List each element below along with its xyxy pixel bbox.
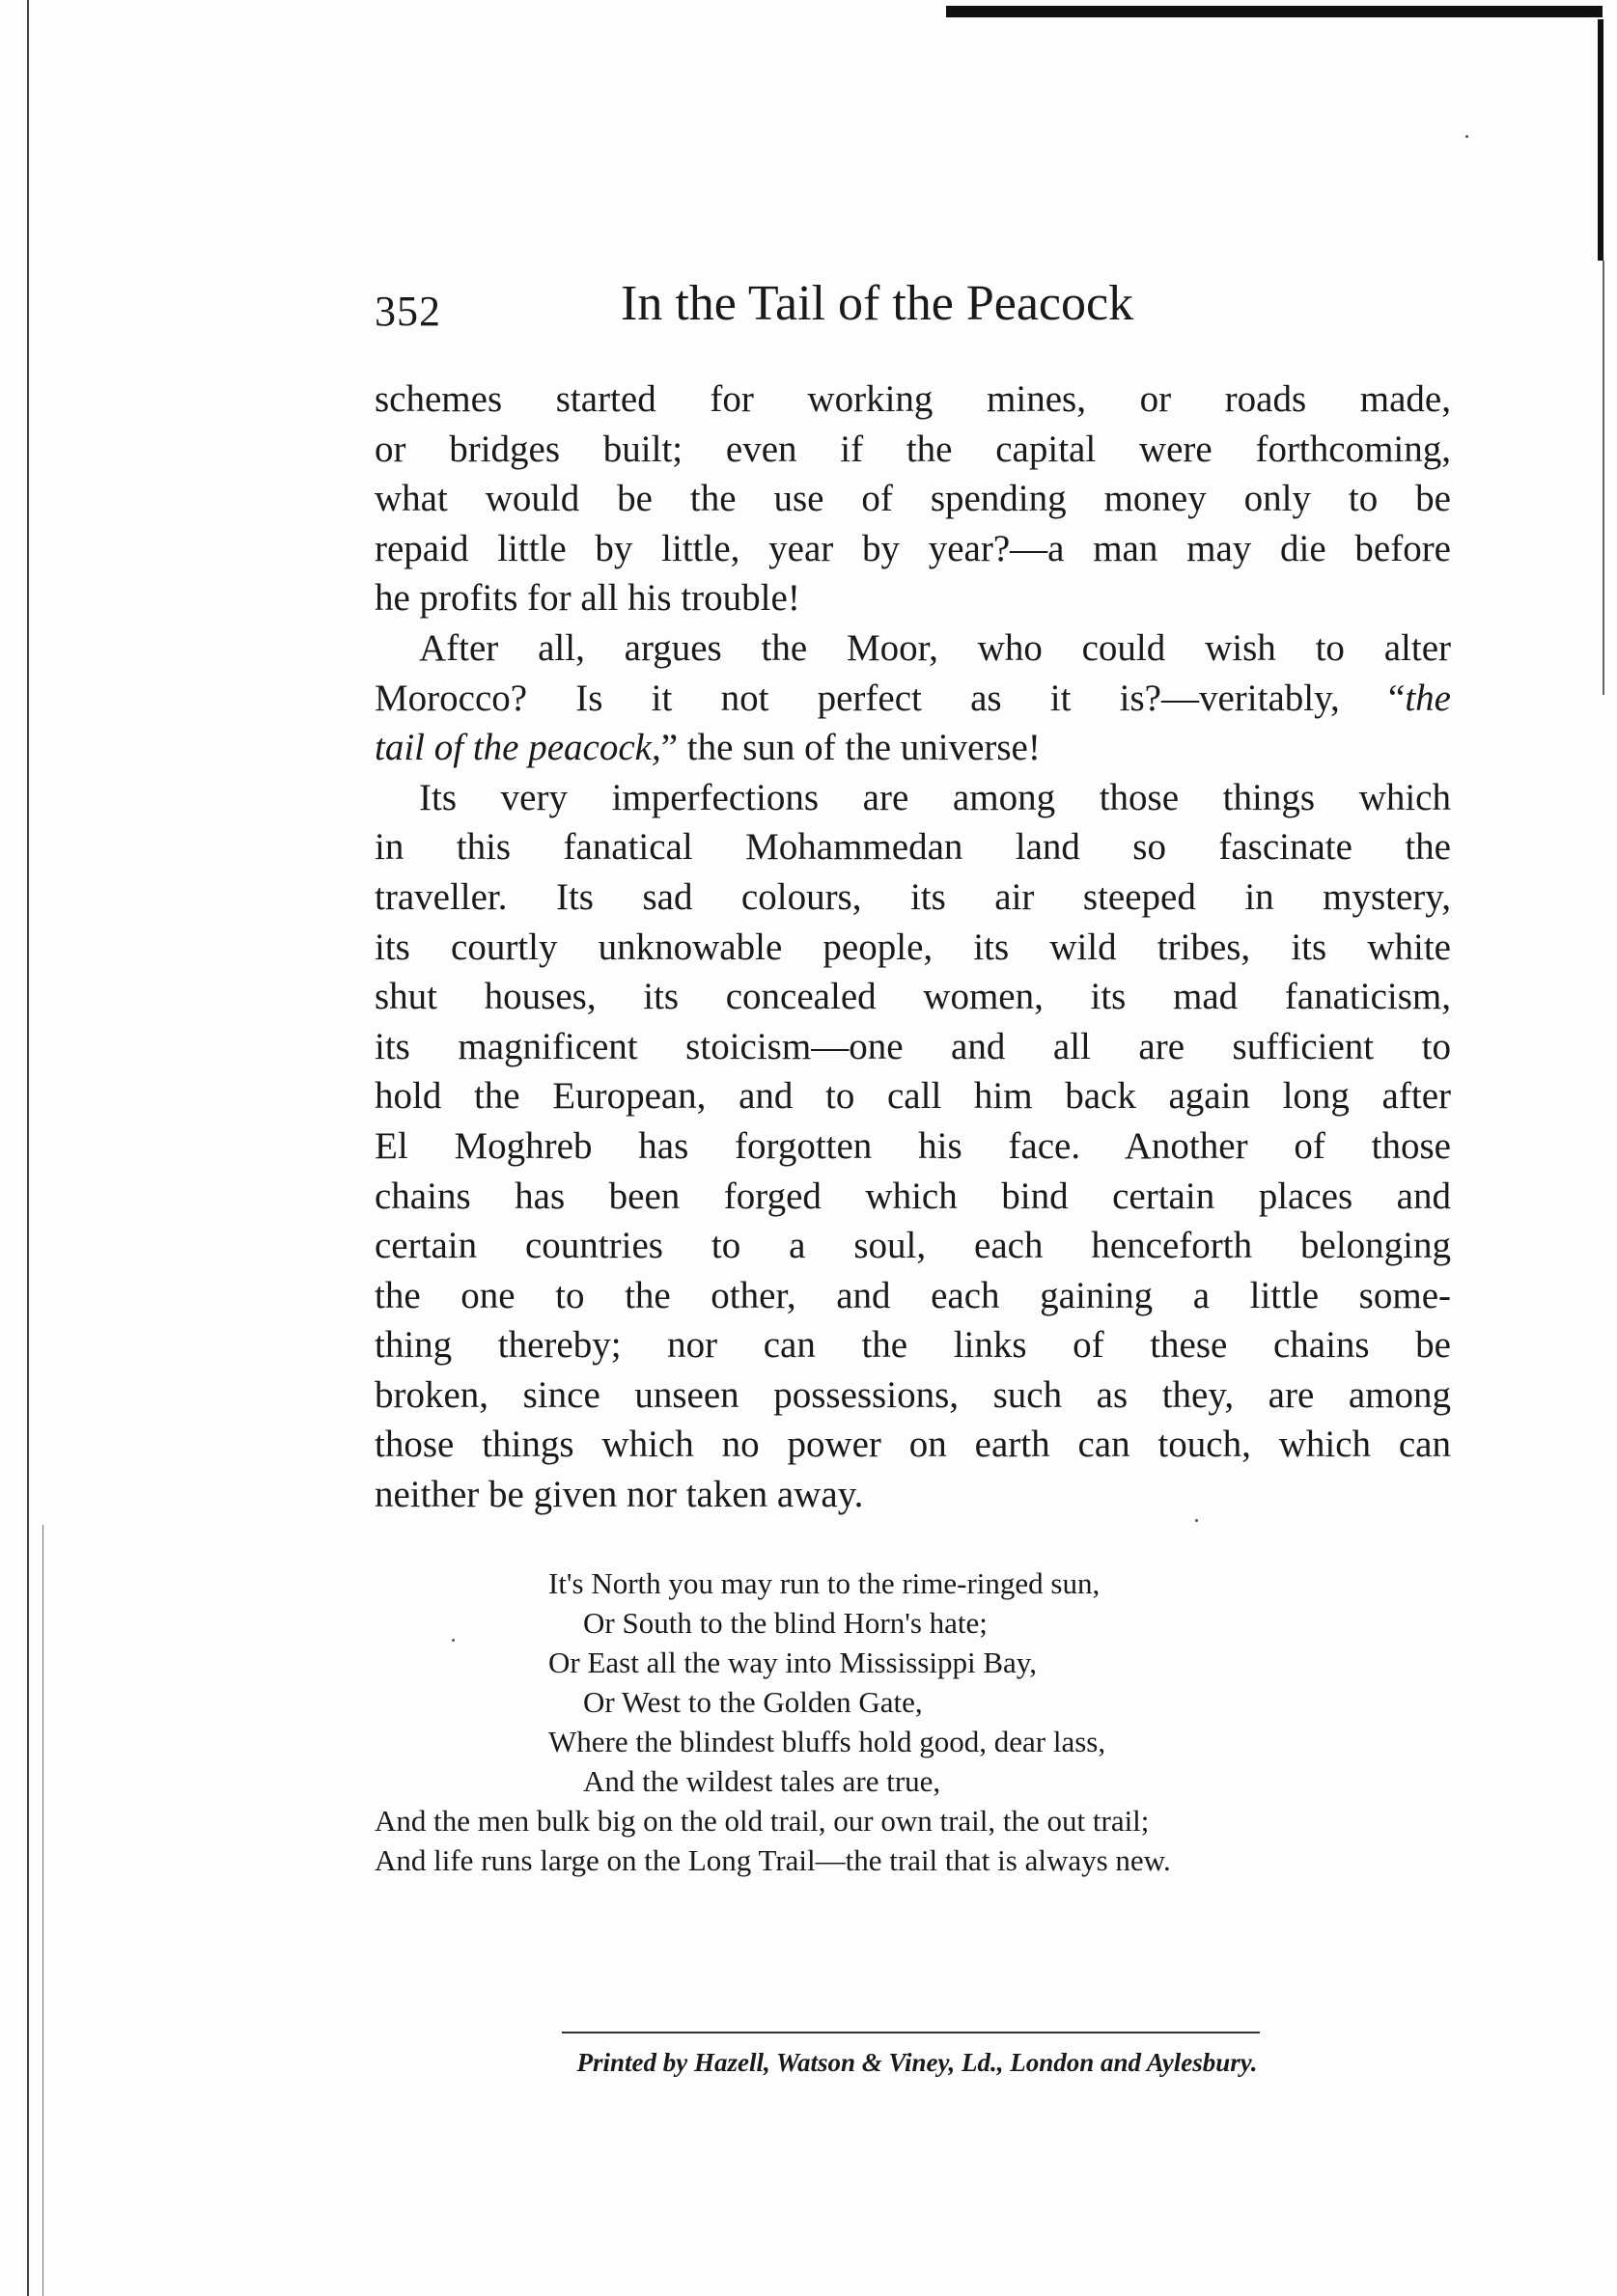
imprint-rule	[562, 2032, 1260, 2033]
paragraph-2	[375, 623, 1451, 773]
text-line: he profits for all his trouble!	[375, 577, 800, 620]
text-line: its courtly unknowable people, its wild tribes, its white	[375, 926, 1451, 968]
text-line: After all, argues the Moor, who could wish to alter	[419, 626, 1451, 669]
verse-line: Or South to the blind Horn's hate;	[583, 1606, 988, 1640]
text-line: certain countries to a soul, each henceforth belonging	[375, 1225, 1451, 1267]
body-text	[375, 374, 1451, 1520]
italic-run: the	[1405, 677, 1451, 719]
text-run: ” the sun of the universe!	[660, 727, 1041, 769]
scan-edge-left-inner	[42, 1525, 43, 2296]
text-line: chains has been forged which bind certain places and	[375, 1175, 1451, 1217]
running-title: In the Tail of the Peacock	[621, 276, 1134, 331]
verse-line: And life runs large on the Long Trail—the trail that is always new.	[375, 1843, 1171, 1877]
text-run: Morocco? Is it not perfect as it is?—veritably, “	[375, 677, 1406, 719]
verse-line: Or East all the way into Mississippi Bay,	[548, 1646, 1038, 1679]
verse-line: And the wildest tales are true,	[583, 1764, 941, 1798]
text-line	[375, 723, 1451, 773]
text-line: shut houses, its concealed women, its mad fanaticism,	[375, 976, 1451, 1018]
printer-imprint: Printed by Hazell, Watson & Viney, Ld., London and Aylesbury.	[576, 2048, 1258, 2077]
italic-run: tail of the peacock,	[375, 727, 661, 769]
scan-speck	[1465, 135, 1468, 138]
text-line: in this fanatical Mohammedan land so fascinate the	[375, 826, 1451, 869]
text-line: schemes started for working mines, or roads made,	[375, 378, 1451, 420]
text-line: neither be given nor taken away.	[375, 1474, 864, 1516]
text-line: what would be the use of spending money only to be	[375, 478, 1451, 520]
text-line: thing thereby; nor can the links of these chains be	[375, 1324, 1451, 1367]
text-line: traveller. Its sad colours, its air steeped in mystery,	[375, 875, 1451, 918]
text-line: those things which no power on earth can touch, which can	[375, 1424, 1451, 1466]
text-line: El Moghreb has forgotten his face. Another of those	[375, 1124, 1451, 1167]
verse-line: Or West to the Golden Gate,	[583, 1685, 923, 1719]
page-header	[375, 275, 1451, 352]
text-line: broken, since unseen possessions, such as they, are among	[375, 1373, 1451, 1416]
text-line: hold the European, and to call him back again long after	[375, 1075, 1451, 1118]
paragraph-3	[375, 773, 1451, 1520]
scan-edge-left	[27, 0, 29, 2296]
verse-block	[375, 1563, 1451, 1880]
page-number: 352	[375, 288, 441, 335]
text-line: the one to the other, and each gaining a little some-	[375, 1274, 1451, 1316]
verse-line: Where the blindest bluffs hold good, dear lass,	[548, 1725, 1106, 1758]
text-line: repaid little by little, year by year?—a man may die before	[375, 527, 1451, 569]
paragraph-1	[375, 374, 1451, 623]
scan-edge-right	[1598, 19, 1603, 261]
text-line: or bridges built; even if the capital were forthcoming,	[375, 428, 1451, 470]
text-line	[375, 674, 1451, 724]
text-line: Its very imperfections are among those things which	[419, 776, 1451, 818]
text-line: its magnificent stoicism—one and all are sufficient to	[375, 1025, 1451, 1067]
scan-edge-right-thin	[1603, 261, 1604, 695]
verse-line: It's North you may run to the rime-ringed sun,	[548, 1566, 1101, 1600]
scan-edge-top	[946, 6, 1603, 17]
verse-line: And the men bulk big on the old trail, our own trail, the out trail;	[375, 1804, 1150, 1838]
